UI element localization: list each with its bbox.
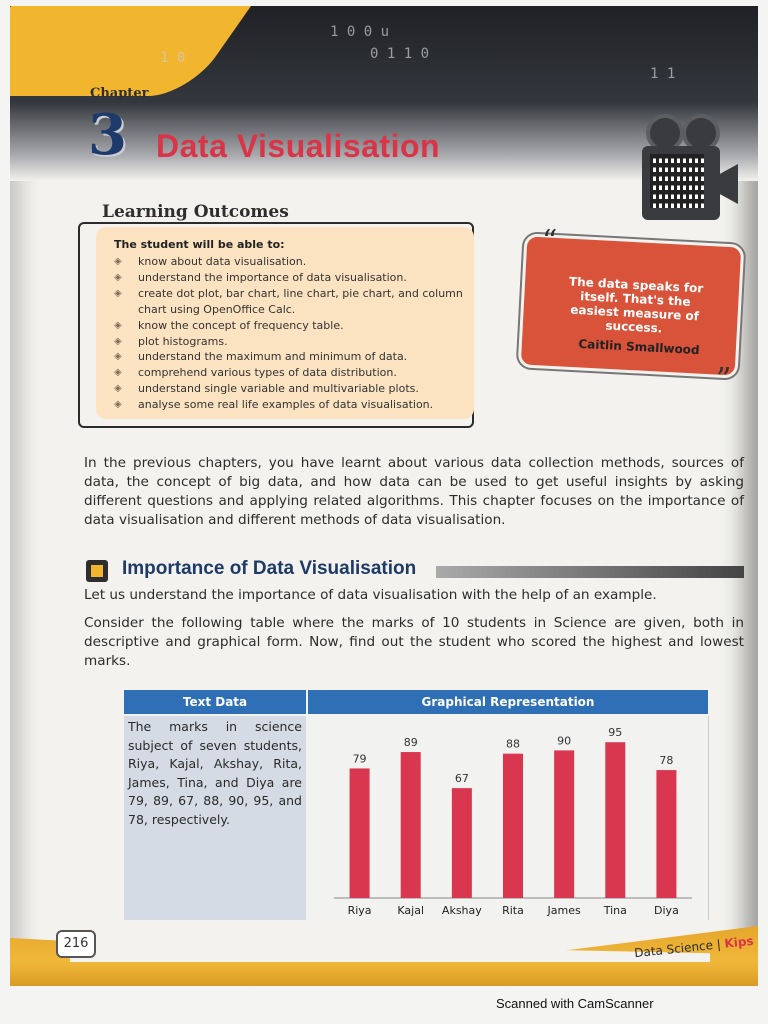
marks-bar-chart (308, 716, 708, 920)
list-item: ◈ comprehend various types of data distribution. (114, 366, 397, 380)
binary-decoration: 1 0 (160, 50, 186, 66)
data-label-rita: 88 (506, 737, 520, 751)
data-label-james: 90 (557, 734, 572, 748)
diamond-bullet-icon: ◈ (114, 383, 122, 395)
list-item: ◈ analyse some real life examples of data visualisation. (114, 398, 434, 412)
binary-decoration: 1 0 0 u (330, 24, 390, 40)
tick-label-akshay: Akshay (441, 904, 482, 917)
tick-label-riya: Riya (347, 904, 372, 917)
list-item: ◈ know the concept of frequency table. (114, 318, 344, 332)
list-item: ◈ plot histograms. (114, 334, 228, 348)
page-number: 216 (56, 930, 96, 958)
list-item: ◈ create dot plot, bar chart, line chart, pie chart, and column chart using OpenOffice Calc. (114, 286, 463, 316)
diamond-bullet-icon: ◈ (114, 335, 122, 347)
diamond-bullet-icon: ◈ (114, 271, 122, 283)
list-item: ◈ know about data visualisation. (114, 255, 307, 268)
text-data-paragraph: The marks in science subject of seven students, Riya, Kajal, Akshay, Rita, James, Tina, and Diya are 79, 89, 67, 88, 90, 95, and 78, respectively. (128, 719, 302, 827)
data-label-tina: 95 (608, 726, 623, 740)
table-header-text-data: Text Data (124, 690, 306, 714)
data-label-riya: 79 (352, 752, 367, 766)
diamond-bullet-icon: ◈ (114, 319, 122, 331)
diamond-bullet-icon: ◈ (114, 287, 122, 299)
tick-label-james: James (547, 904, 581, 917)
chapter-number: 3 (88, 102, 127, 168)
open-quote-mark: “ (542, 224, 558, 259)
qr-code[interactable] (650, 154, 704, 208)
bar-akshay (452, 788, 472, 898)
bar-kajal (401, 752, 421, 898)
close-quote-mark: ” (716, 362, 732, 397)
scanner-caption: Scanned with CamScanner (496, 996, 654, 1011)
chapter-title: Data Visualisation (156, 128, 441, 164)
section-divider (436, 566, 744, 578)
intro-paragraph: In the previous chapters, you have learnt about various data collection methods, sources of data, the concept of big data, and how data can be used to get useful insights by asking different questions and applying related algorithms. This chapter focuses on the importance of data visualisation and different methods of data visualisation. (84, 455, 744, 528)
learning-outcomes-list (114, 254, 464, 413)
footer-brand: Data Science | Kips (633, 933, 755, 961)
video-camera-qr-icon[interactable] (642, 114, 738, 224)
section-paragraph-2: Consider the following table where the marks of 10 students in Science are given, both in descriptive and graphical form. Now, find out the student who scored the highest and lowest marks. (84, 615, 744, 669)
section-heading: Importance of Data Visualisation (122, 558, 417, 579)
bar-james (554, 750, 574, 898)
tick-label-tina: Tina (603, 904, 627, 917)
list-item: ◈ understand the maximum and minimum of data. (114, 350, 408, 364)
section-paragraph-1: Let us understand the importance of data visualisation with the help of an example. (84, 587, 657, 603)
table-header-graphical: Graphical Representation (308, 690, 708, 714)
diamond-bullet-icon: ◈ (114, 256, 122, 267)
brand-name: Kips (723, 933, 755, 951)
book-page (10, 6, 758, 986)
chip-icon (86, 560, 108, 582)
tick-label-diya: Diya (654, 904, 679, 917)
banner-gold-shape (10, 6, 272, 96)
chapter-label: Chapter (90, 86, 149, 101)
bar-tina (605, 742, 625, 898)
binary-decoration: 1 1 (650, 66, 676, 82)
list-item: ◈ understand single variable and multivariable plots. (114, 382, 419, 396)
learning-outcomes-heading: Learning Outcomes (102, 202, 289, 222)
bar-diya (656, 770, 676, 898)
data-label-akshay: 67 (454, 772, 469, 786)
diamond-bullet-icon: ◈ (114, 399, 122, 411)
bar-rita (503, 754, 523, 898)
data-label-diya: 78 (659, 754, 674, 768)
quote-author: Caitlin Smallwood (578, 336, 700, 358)
bar-riya (350, 768, 370, 898)
data-label-kajal: 89 (403, 736, 418, 750)
diamond-bullet-icon: ◈ (114, 351, 122, 363)
list-item: ◈ understand the importance of data visualisation. (114, 270, 407, 284)
learning-outcomes-intro: The student will be able to: (114, 238, 285, 251)
quote-text: The data speaks for itself. That's the easiest measure of success. (568, 274, 704, 336)
binary-decoration: 0 1 1 0 (370, 46, 430, 62)
tick-label-rita: Rita (502, 904, 524, 917)
tick-label-kajal: Kajal (397, 904, 425, 917)
diamond-bullet-icon: ◈ (114, 367, 122, 379)
